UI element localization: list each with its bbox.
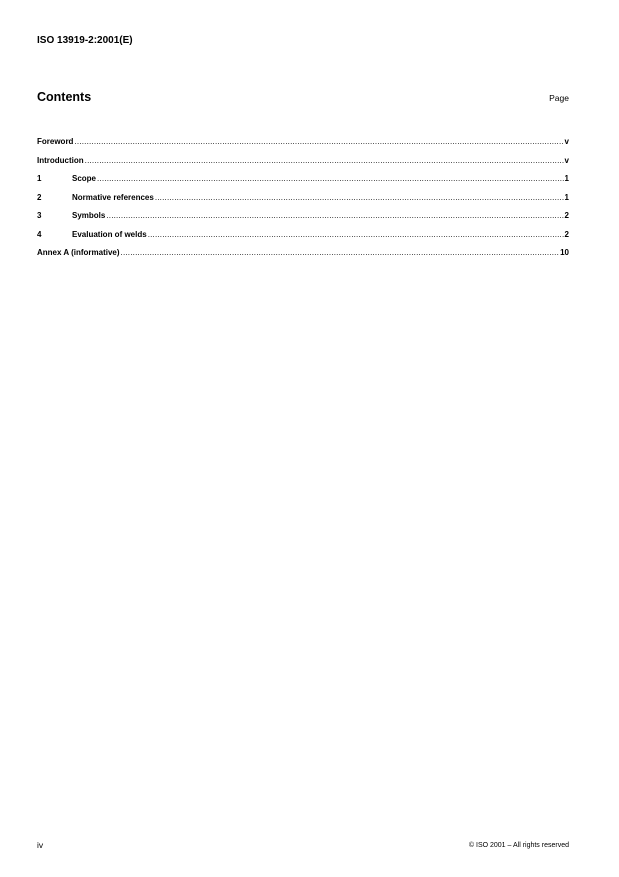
toc-entry-scope[interactable] — [37, 174, 569, 193]
toc-entry-annex-a[interactable] — [37, 248, 569, 267]
toc-dot-leader — [97, 174, 564, 183]
contents-heading: Contents — [37, 90, 92, 104]
toc-entry-foreword[interactable] — [37, 137, 569, 156]
toc-entry-normative-references[interactable] — [37, 193, 569, 212]
toc-dot-leader — [121, 248, 560, 257]
table-of-contents — [37, 137, 569, 267]
toc-dot-leader — [74, 137, 563, 146]
toc-entry-title: Normative references — [72, 192, 154, 202]
toc-entry-page: 10 — [560, 248, 569, 257]
toc-entry-number: 3 — [37, 211, 42, 220]
toc-entry-number: 2 — [37, 192, 42, 202]
toc-entry-title: Foreword — [37, 137, 74, 146]
toc-entry-page: 1 — [564, 192, 569, 202]
toc-dot-leader — [155, 193, 564, 202]
toc-dot-leader — [106, 211, 563, 220]
toc-entry-title: Symbols — [72, 211, 106, 220]
toc-entry-evaluation-of-welds[interactable] — [37, 230, 569, 249]
toc-dot-leader — [148, 230, 564, 239]
toc-entry-number: 4 — [37, 229, 42, 239]
toc-entry-title: Evaluation of welds — [72, 229, 147, 239]
page-column-label: Page — [549, 93, 569, 103]
toc-entry-page: v — [564, 137, 569, 146]
toc-entry-title: Annex A (informative) — [37, 248, 120, 257]
toc-entry-number: 1 — [37, 174, 42, 183]
toc-entry-introduction[interactable] — [37, 156, 569, 175]
toc-entry-title: Introduction — [37, 155, 84, 165]
document-id-header: ISO 13919-2:2001(E) — [37, 35, 133, 46]
toc-entry-page: v — [564, 155, 569, 165]
footer-copyright: © ISO 2001 – All rights reserved — [468, 842, 569, 849]
toc-dot-leader — [85, 156, 564, 165]
toc-entry-page: 2 — [564, 229, 569, 239]
toc-entry-title: Scope — [72, 174, 97, 183]
footer-page-number: iv — [37, 840, 44, 850]
toc-entry-page: 2 — [564, 211, 569, 220]
toc-entry-page: 1 — [564, 174, 569, 183]
toc-entry-symbols[interactable] — [37, 211, 569, 230]
